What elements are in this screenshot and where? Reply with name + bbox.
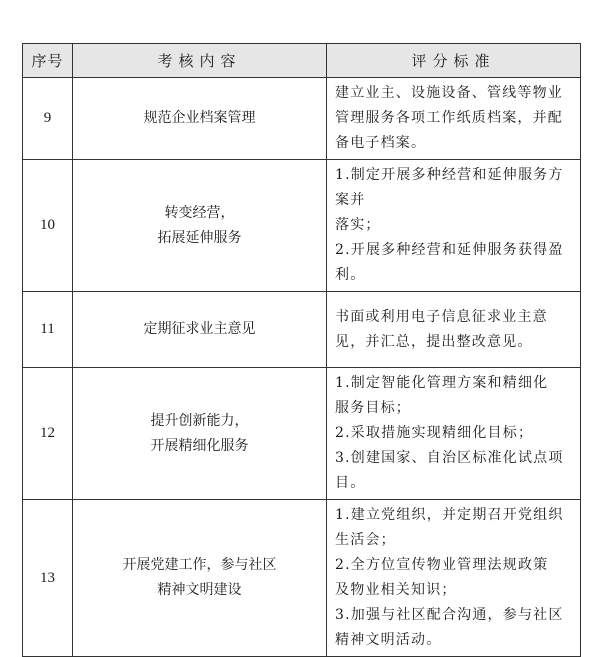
criteria-line: 目。 — [335, 475, 366, 491]
table-row — [23, 160, 581, 292]
content-line: 开展精细化服务 — [150, 437, 249, 454]
row-number: 9 — [23, 78, 73, 160]
row-criteria — [327, 292, 581, 368]
content-line: 规范企业档案管理 — [143, 110, 256, 126]
row-content — [73, 292, 327, 368]
row-content — [73, 160, 327, 292]
table-row — [23, 78, 581, 160]
table-row — [23, 292, 581, 368]
criteria-line: 及物业相关知识； — [335, 582, 457, 598]
criteria-line: 1.制定开展多种经营和延伸服务方案并 — [335, 167, 564, 208]
criteria-line: 书面或利用电子信息征求业主意 — [335, 308, 548, 325]
content-line: 转变经营， — [164, 204, 235, 221]
criteria-line: 1.建立党组织，并定期召开党组织 — [335, 507, 564, 523]
row-number: 11 — [23, 292, 73, 368]
row-number: 12 — [23, 368, 73, 500]
content-line: 开展党建工作，参与社区 — [122, 557, 277, 573]
content-line: 精神文明建设 — [157, 582, 242, 598]
criteria-line: 1.制定智能化管理方案和精细化 — [335, 375, 549, 391]
criteria-line: 3.加强与社区配合沟通，参与社区 — [335, 607, 564, 623]
criteria-line: 2.开展多种经营和延伸服务获得盈利。 — [335, 242, 564, 283]
table-row — [23, 500, 581, 657]
row-criteria — [327, 160, 581, 292]
row-content — [73, 78, 327, 160]
content-line: 提升创新能力， — [150, 412, 249, 429]
header-no: 序号 — [23, 44, 73, 78]
row-content — [73, 368, 327, 500]
criteria-line: 2.全方位宣传物业管理法规政策 — [335, 557, 549, 573]
criteria-line: 管理服务各项工作纸质档案，并配 — [335, 110, 563, 126]
row-number: 10 — [23, 160, 73, 292]
row-criteria — [327, 500, 581, 657]
criteria-line: 2.采取措施实现精细化目标； — [335, 425, 534, 441]
row-criteria — [327, 78, 581, 160]
row-number: 13 — [23, 500, 73, 657]
criteria-line: 落实； — [335, 217, 381, 233]
content-line: 拓展延伸服务 — [157, 229, 242, 246]
criteria-line: 3.创建国家、自治区标准化试点项 — [335, 450, 564, 466]
criteria-line: 精神文明活动。 — [335, 632, 442, 648]
row-criteria — [327, 368, 581, 500]
criteria-line: 备电子档案。 — [335, 135, 427, 151]
header-row — [23, 44, 581, 78]
criteria-line: 服务目标； — [335, 400, 411, 416]
header-criteria: 评分标准 — [327, 44, 581, 78]
evaluation-table — [22, 43, 581, 657]
criteria-line: 生活会； — [335, 532, 396, 548]
header-content: 考核内容 — [73, 44, 327, 78]
content-line: 定期征求业主意见 — [143, 321, 256, 337]
table-row — [23, 368, 581, 500]
row-content — [73, 500, 327, 657]
criteria-line: 建立业主、设施设备、管线等物业 — [335, 85, 563, 101]
criteria-line: 见，并汇总，提出整改意见。 — [335, 333, 533, 350]
